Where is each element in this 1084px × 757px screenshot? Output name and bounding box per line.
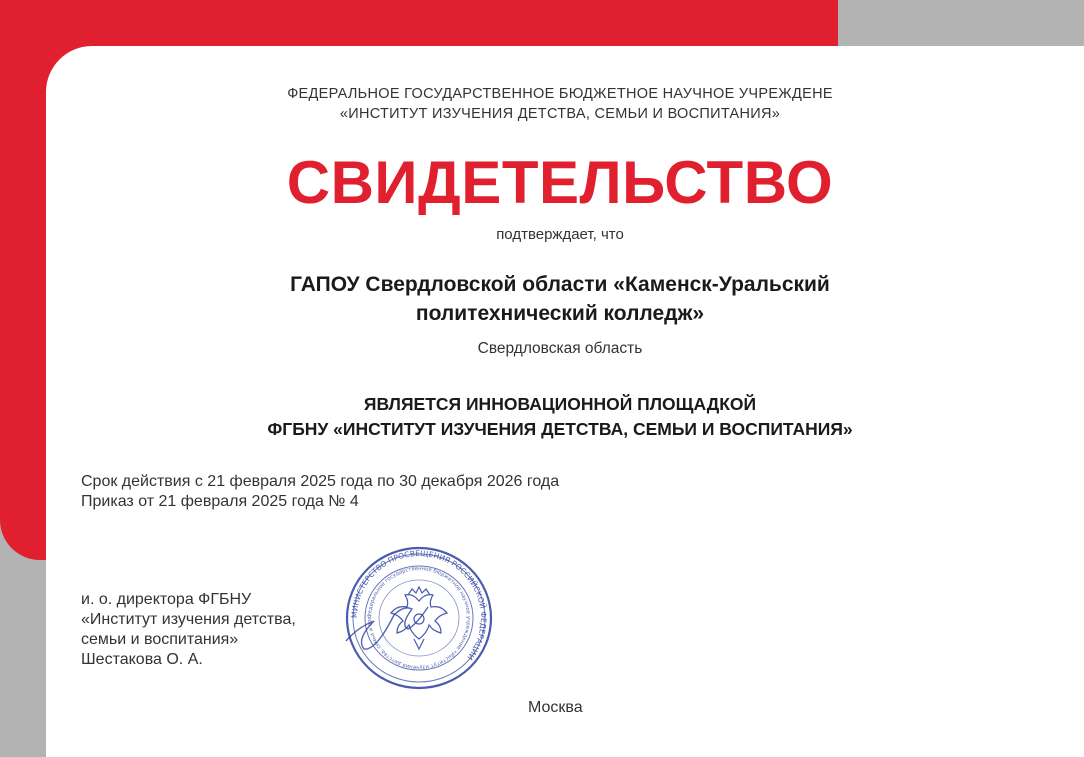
certificate-title: СВИДЕТЕЛЬСТВО bbox=[286, 149, 834, 216]
seal-inner-text: Федеральное государственное бюджетное научное учреждение «Институт изучения детства, семьи и вос bbox=[366, 565, 472, 671]
signer-org-line-1: «Институт изучения детства, bbox=[81, 611, 296, 628]
double-headed-eagle-icon bbox=[391, 587, 447, 649]
issuer-org-line-1: ФЕДЕРАЛЬНОЕ ГОСУДАРСТВЕННОЕ БЮДЖЕТНОЕ НАУЧНОЕ УЧРЕЖДЕНЕ bbox=[287, 86, 833, 102]
signer-name: Шестакова О. А. bbox=[81, 651, 203, 668]
status-statement bbox=[0, 392, 1084, 442]
order-reference: Приказ от 21 февраля 2025 года № 4 bbox=[81, 493, 359, 510]
signer-position: и. о. директора ФГБНУ bbox=[81, 591, 252, 608]
status-line-2: ФГБНУ «ИНСТИТУТ ИЗУЧЕНИЯ ДЕТСТВА, СЕМЬИ И ВОСПИТАНИЯ» bbox=[267, 419, 853, 439]
recipient-line-1: ГАПОУ Свердловской области «Каменск-Уральский bbox=[290, 273, 830, 296]
recipient-name bbox=[0, 270, 1084, 328]
status-line-1: ЯВЛЯЕТСЯ ИННОВАЦИОННОЙ ПЛОЩАДКОЙ bbox=[363, 394, 757, 414]
recipient-region: Свердловская область bbox=[477, 340, 643, 357]
confirms-text: подтверждает, что bbox=[496, 226, 624, 243]
issue-city: Москва bbox=[528, 699, 583, 716]
validity-period: Срок действия с 21 февраля 2025 года по 30 декабря 2026 года bbox=[81, 473, 560, 490]
signer-org-line-2: семьи и воспитания» bbox=[81, 631, 239, 648]
official-seal-icon bbox=[338, 543, 500, 693]
signer-block bbox=[81, 590, 296, 670]
issuer-org-line-2: «ИНСТИТУТ ИЗУЧЕНИЯ ДЕТСТВА, СЕМЬИ И ВОСПИТАНИЯ» bbox=[339, 106, 781, 122]
recipient-line-2: политехнический колледж» bbox=[415, 302, 705, 325]
seal-ring-text: МИНИСТЕРСТВО ПРОСВЕЩЕНИЯ РОССИЙСКОЙ ФЕДЕРАЦИИ bbox=[349, 548, 489, 662]
